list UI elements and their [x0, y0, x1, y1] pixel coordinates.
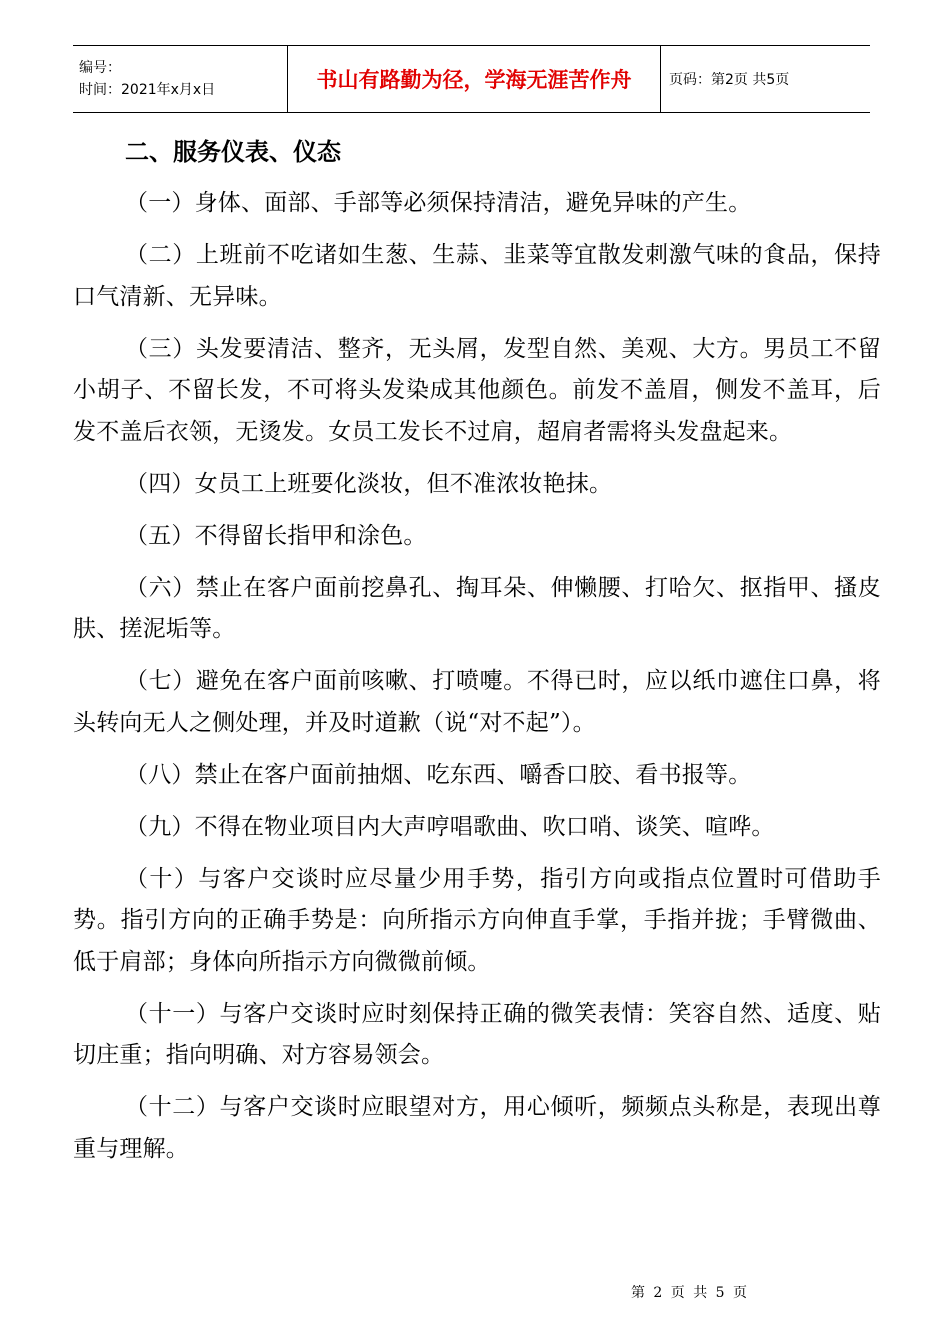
header-motto: 书山有路勤为径，学海无涯苦作舟: [288, 46, 661, 113]
paragraph: （六）禁止在客户面前挖鼻孔、掏耳朵、伸懒腰、打哈欠、抠指甲、搔皮肤、搓泥垢等。: [73, 574, 881, 642]
header-page-info: 页码：第2页 共5页: [661, 46, 871, 113]
paragraph: （十二）与客户交谈时应眼望对方，用心倾听，频频点头称是，表现出尊重与理解。: [73, 1094, 881, 1162]
paragraph: （二）上班前不吃诸如生葱、生蒜、韭菜等宜散发刺激气味的食品，保持口气清新、无异味。: [73, 242, 881, 310]
paragraph: （八）禁止在客户面前抽烟、吃东西、嚼香口胶、看书报等。: [125, 761, 752, 788]
page-header: [73, 45, 870, 113]
paragraph: （一）身体、面部、手部等必须保持清洁，避免异味的产生。: [125, 190, 752, 216]
paragraph: （五）不得留长指甲和涂色。: [125, 522, 427, 549]
paragraph: （十一）与客户交谈时应时刻保持正确的微笑表情：笑容自然、适度、贴切庄重；指向明确、对方容易领会。: [73, 1000, 881, 1068]
section-title: 二、服务仪表、仪态: [125, 138, 341, 166]
paragraph: （七）避免在客户面前咳嗽、打喷嚏。不得已时，应以纸巾遮住口鼻，将头转向无人之侧处理，并及时道歉（说“对不起”）。: [73, 668, 881, 736]
document-time-label: 时间：2021年x月x日: [79, 82, 216, 98]
paragraph: （三）头发要清洁、整齐，无头屑，发型自然、美观、大方。男员工不留小胡子、不留长发，不可将头发染成其他颜色。前发不盖眉，侧发不盖耳，后发不盖后衣领，无烫发。女员工发长不过肩，超肩者需将头发盘起来。: [73, 335, 881, 445]
document-number-label: 编号：: [79, 60, 121, 76]
paragraph: （十）与客户交谈时应尽量少用手势，指引方向或指点位置时可借助手势。指引方向的正确手势是：向所指示方向伸直手掌，手指并拢；手臂微曲、低于肩部；身体向所指示方向微微前倾。: [73, 865, 881, 975]
paragraph: （九）不得在物业项目内大声哼唱歌曲、吹口哨、谈笑、喧哗。: [125, 813, 775, 840]
header-meta: [73, 46, 288, 113]
paragraph: （四）女员工上班要化淡妆，但不准浓妆艳抹。: [125, 470, 613, 497]
page-footer: 第 2 页 共 5 页: [630, 1285, 750, 1301]
document-body: [73, 132, 881, 1170]
